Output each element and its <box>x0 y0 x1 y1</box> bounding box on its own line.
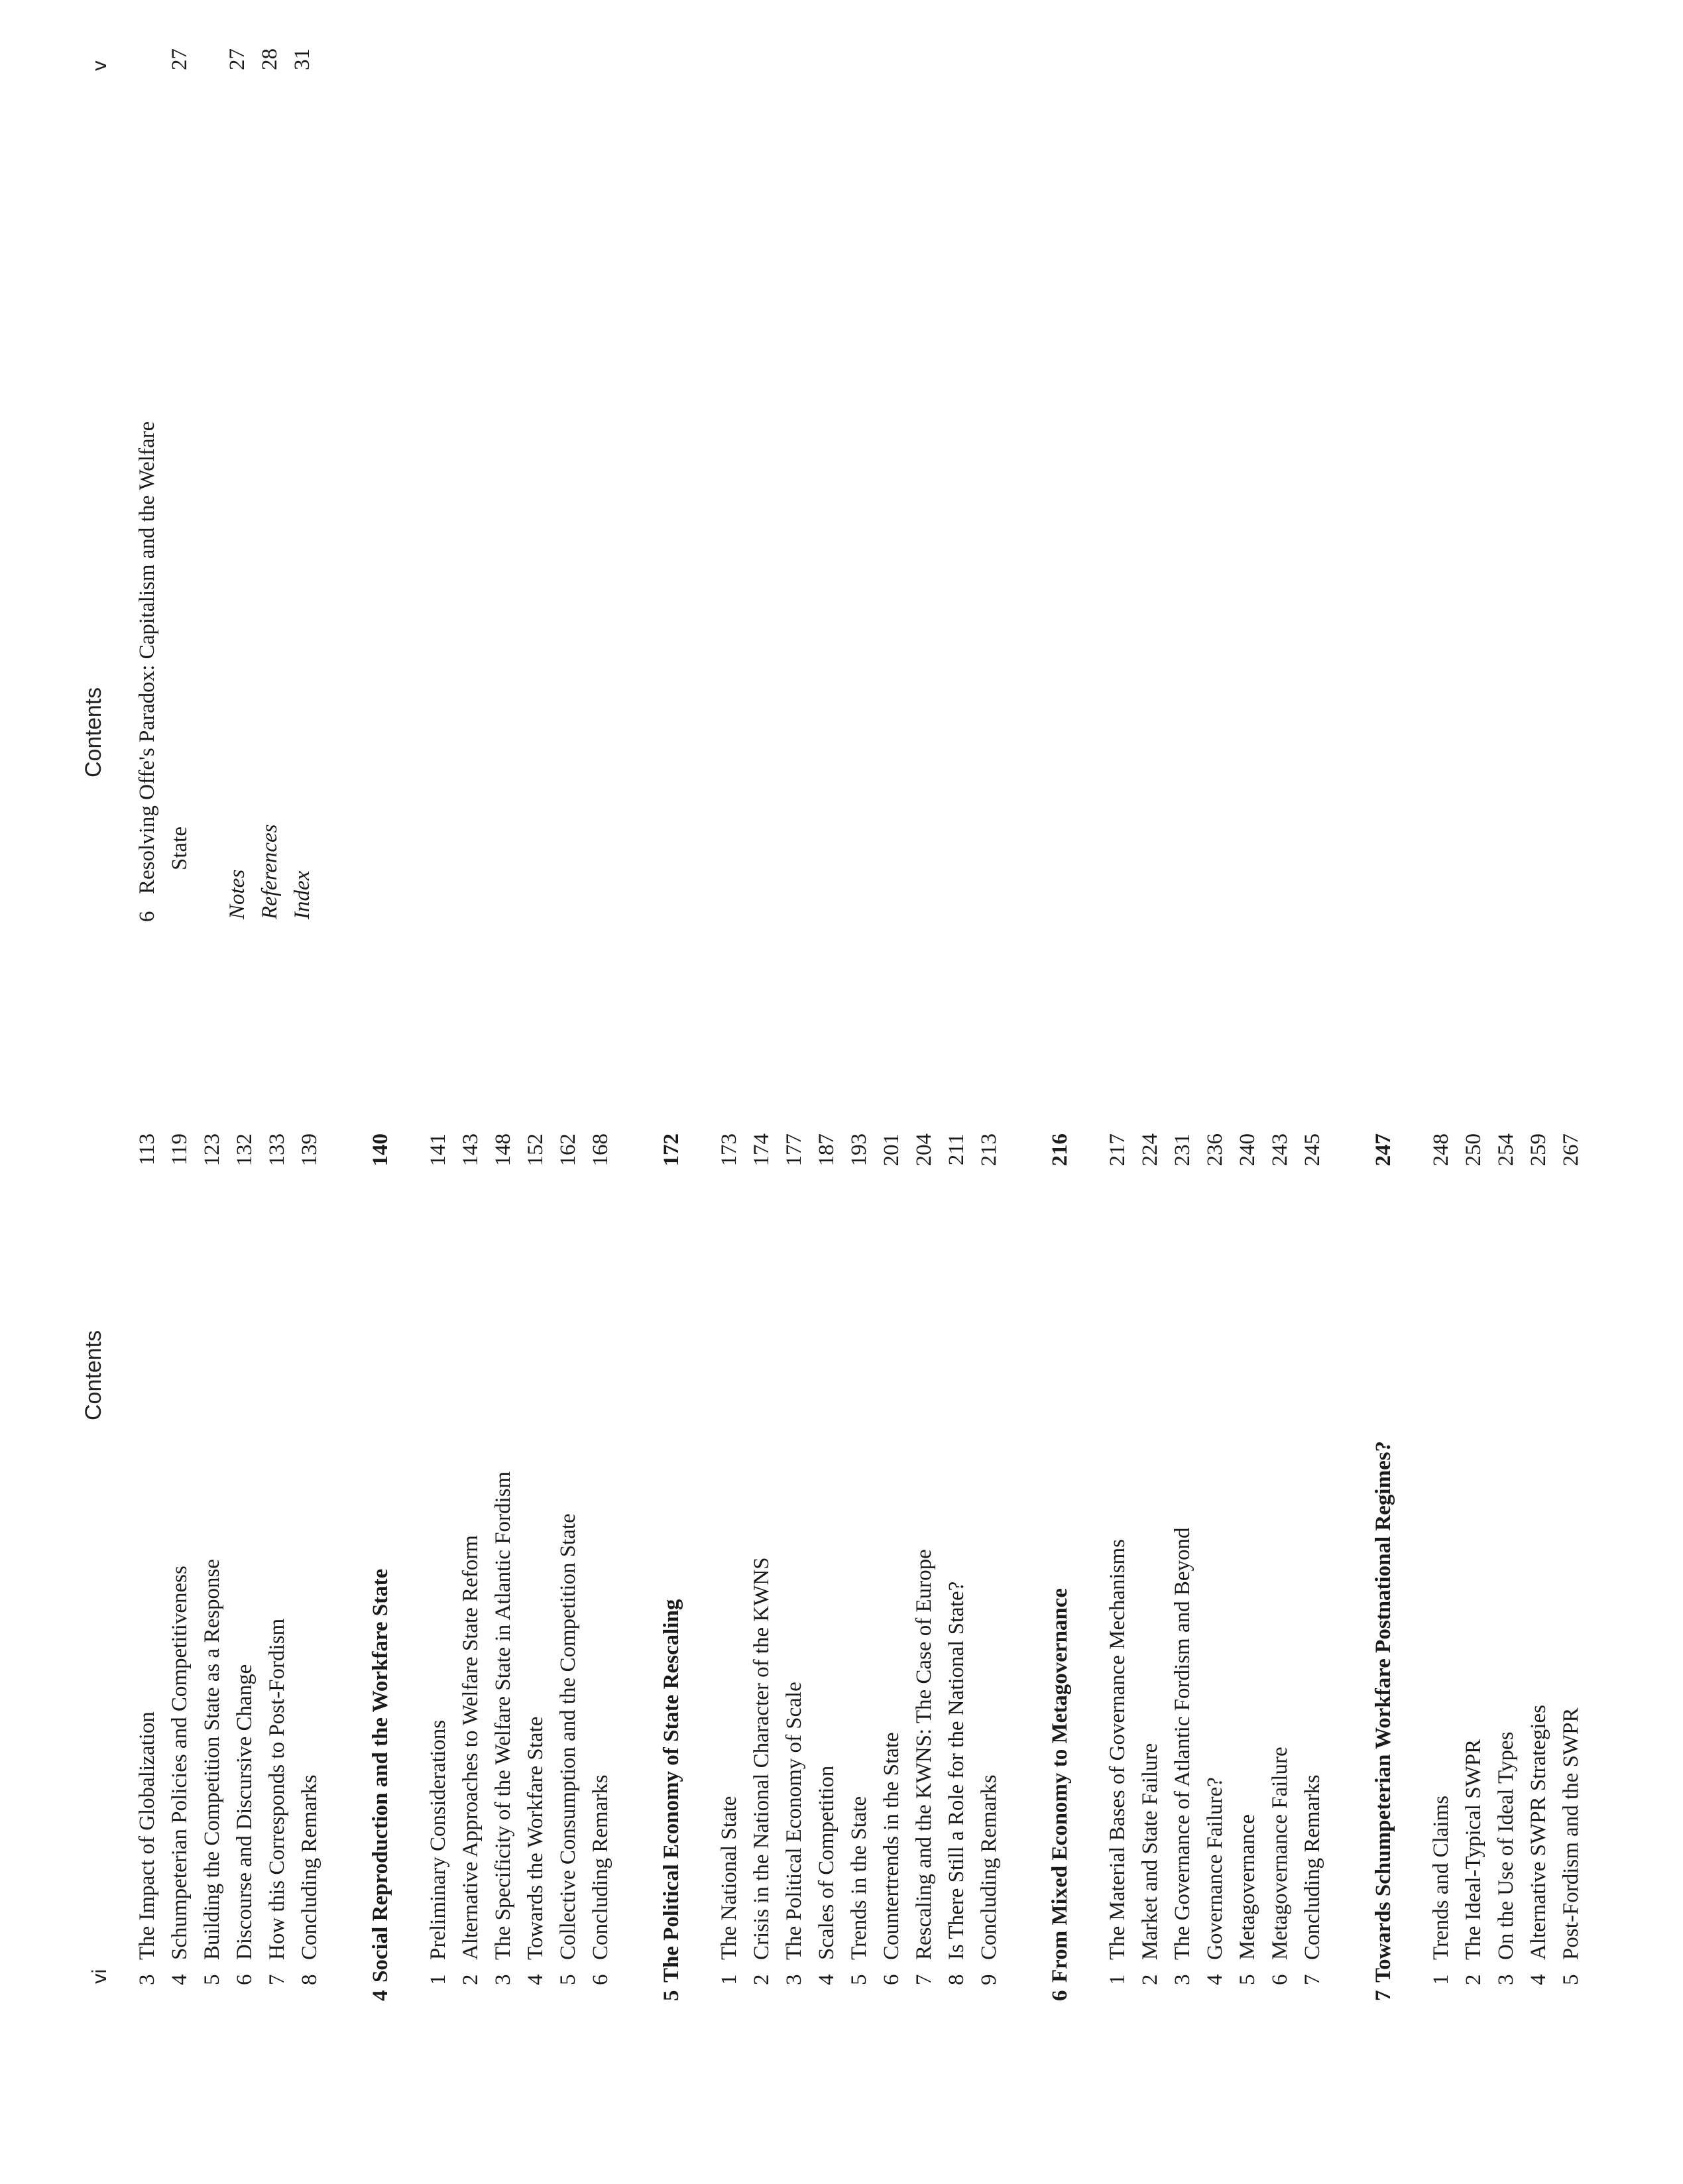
page-number: v <box>87 60 111 71</box>
toc-section-entry[interactable] <box>1264 1133 1297 1985</box>
toc-entry-page: 27 <box>225 48 249 70</box>
toc-entry-number: 5 <box>847 1974 871 1985</box>
toc-entry-title: The Political Economy of State Rescaling <box>660 1599 683 1983</box>
toc-section-entry[interactable] <box>973 1133 1006 1985</box>
toc-entry-title: References <box>258 824 282 919</box>
toc-entry-page: 148 <box>491 1133 515 1167</box>
toc-entry-page: 143 <box>459 1133 483 1167</box>
toc-entry-page: 123 <box>200 1133 224 1167</box>
toc-entry-title: Resolving Offe's Paradox: Capitalism and the Welfare <box>135 421 159 894</box>
toc-entry-number: 3 <box>1494 1974 1518 1985</box>
toc-entry-title: Countertrends in the State <box>880 1732 903 1960</box>
toc-section-entry[interactable] <box>487 1133 520 1985</box>
toc-entry-number: 4 <box>1527 1974 1550 1985</box>
toc-entry-number: 5 <box>200 1974 224 1985</box>
toc-section-entry[interactable] <box>520 1133 552 1985</box>
left-page <box>0 1097 1683 2184</box>
toc-entry-title: The National State <box>717 1796 741 1960</box>
toc-section-entry[interactable] <box>229 1133 261 1985</box>
toc-entry-number: 8 <box>945 1974 968 1985</box>
toc-entry-number: 1 <box>426 1974 450 1985</box>
toc-entry-number: 4 <box>369 1990 392 2001</box>
toc-section-entry[interactable] <box>196 1133 229 1985</box>
toc-section-entry[interactable] <box>1199 1133 1232 1985</box>
toc-entry-page: 119 <box>168 1133 192 1166</box>
toc-entry-title: Market and State Failure <box>1138 1743 1162 1960</box>
toc-section-entry[interactable] <box>261 1133 294 1985</box>
toc-entry-number: 8 <box>298 1974 321 1985</box>
toc-entry-page: 28 <box>258 48 282 70</box>
toc-entry-title: Governance Failure? <box>1203 1777 1227 1960</box>
toc-entry-page: 173 <box>717 1133 741 1167</box>
toc-entry-title: Towards Schumpeterian Workfare Postnational Regimes? <box>1371 1440 1395 1983</box>
toc-entry-page: 187 <box>815 1133 839 1167</box>
toc-entry-page: 140 <box>369 1133 392 1167</box>
toc-entry-number: 2 <box>1462 1974 1485 1985</box>
toc-entry-title: Index <box>290 870 314 919</box>
toc-section-entry[interactable] <box>713 1133 746 1985</box>
toc-entry-title: Trends in the State <box>847 1796 871 1960</box>
toc-entry-number: 7 <box>1371 1990 1395 2001</box>
toc-entry-title: The Ideal-Typical SWPR <box>1462 1739 1485 1960</box>
toc-entry-page: 172 <box>660 1133 683 1167</box>
toc-entry-title: Preliminary Considerations <box>426 1719 450 1960</box>
toc-entry-title: From Mixed Economy to Metagovernance <box>1048 1587 1072 1983</box>
toc-entry-page: 152 <box>524 1133 548 1167</box>
toc-list <box>131 1133 1588 2001</box>
toc-entry-page: 132 <box>233 1133 257 1167</box>
toc-entry-number: 1 <box>717 1974 741 1985</box>
toc-backmatter-entry[interactable] <box>221 48 254 922</box>
toc-entry-title: The Governance of Atlantic Fordism and Beyond <box>1171 1527 1194 1960</box>
toc-entry-page: 211 <box>945 1133 968 1166</box>
toc-section-entry[interactable] <box>941 1133 973 1985</box>
toc-section-entry[interactable] <box>1102 1133 1134 1985</box>
toc-entry-number: 5 <box>556 1974 580 1985</box>
toc-entry-page: 31 <box>290 48 314 70</box>
toc-section-entry[interactable] <box>746 1133 778 1985</box>
toc-entry-title: Notes <box>225 869 249 919</box>
toc-entry-page: 217 <box>1106 1133 1130 1167</box>
toc-entry-number: 4 <box>168 1974 192 1985</box>
toc-entry-title: How this Corresponds to Post-Fordism <box>265 1618 289 1960</box>
toc-entry-number: 9 <box>977 1974 1001 1985</box>
toc-entry-title: Alternative SWPR Strategies <box>1527 1705 1550 1960</box>
toc-entry-page: 141 <box>426 1133 450 1167</box>
toc-entry-title: Metagovernance Failure <box>1268 1747 1292 1960</box>
toc-entry-page: 162 <box>556 1133 580 1167</box>
toc-entry-page: 27 <box>168 48 192 70</box>
toc-entry-page: 174 <box>750 1133 774 1167</box>
toc-entry-number: 2 <box>459 1974 483 1985</box>
toc-entry-title: Concluding Remarks <box>589 1774 612 1960</box>
toc-section-entry[interactable] <box>1297 1133 1329 1985</box>
toc-section-entry[interactable] <box>778 1133 811 1985</box>
toc-entry-page: 216 <box>1048 1133 1072 1167</box>
toc-entry-title: On the Use of Ideal Types <box>1494 1731 1518 1960</box>
toc-entry-title: Concluding Remarks <box>1301 1774 1324 1960</box>
toc-entry-page: 267 <box>1559 1133 1583 1167</box>
toc-entry-page: 248 <box>1429 1133 1453 1167</box>
toc-entry-number: 2 <box>750 1974 774 1985</box>
toc-entry-page: 224 <box>1138 1133 1162 1167</box>
toc-entry-title: Concluding Remarks <box>977 1774 1001 1960</box>
toc-entry-number: 7 <box>1301 1974 1324 1985</box>
toc-entry-title: The Political Economy of Scale <box>782 1682 806 1960</box>
toc-entry-page: 213 <box>977 1133 1001 1167</box>
toc-entry-page: 250 <box>1462 1133 1485 1167</box>
toc-section-entry[interactable] <box>131 48 164 922</box>
toc-entry-number: 3 <box>135 1974 159 1985</box>
toc-entry-number: 6 <box>135 911 159 922</box>
toc-chapter-entry[interactable] <box>365 1133 397 2001</box>
toc-chapter-entry[interactable] <box>656 1133 688 2001</box>
toc-backmatter-entry[interactable] <box>286 48 319 922</box>
toc-section-entry[interactable] <box>1458 1133 1490 1985</box>
toc-entry-title: Post-Fordism and the SWPR <box>1559 1707 1583 1960</box>
toc-entry-continuation[interactable] <box>164 48 196 922</box>
toc-entry-number: 6 <box>1048 1990 1072 2001</box>
toc-section-entry[interactable] <box>422 1133 455 1985</box>
toc-entry-page: 245 <box>1301 1133 1324 1167</box>
toc-entry-title: Crisis in the National Character of the KWNS <box>750 1557 774 1960</box>
toc-section-entry[interactable] <box>1134 1133 1167 1985</box>
toc-entry-title: Collective Consumption and the Competition State <box>556 1513 580 1960</box>
toc-section-entry[interactable] <box>1232 1133 1264 1985</box>
toc-entry-number: 6 <box>1268 1974 1292 1985</box>
toc-entry-number: 1 <box>1106 1974 1130 1985</box>
toc-entry-page: 243 <box>1268 1133 1292 1167</box>
toc-chapter-entry[interactable] <box>1044 1133 1076 2001</box>
toc-entry-page: 240 <box>1236 1133 1259 1167</box>
toc-entry-number: 1 <box>1429 1974 1453 1985</box>
toc-entry-number: 4 <box>1203 1974 1227 1985</box>
toc-section-entry[interactable] <box>294 1133 326 1985</box>
toc-entry-page: 236 <box>1203 1133 1227 1167</box>
toc-list <box>131 48 319 922</box>
toc-entry-number: 4 <box>524 1974 548 1985</box>
toc-chapter-entry[interactable] <box>1367 1133 1400 2001</box>
toc-entry-title: State <box>168 827 192 870</box>
toc-entry-number: 5 <box>660 1990 683 2001</box>
toc-entry-page: 193 <box>847 1133 871 1167</box>
toc-section-entry[interactable] <box>1425 1133 1458 1985</box>
toc-entry-title: Is There Still a Role for the National State? <box>945 1581 968 1960</box>
toc-entry-title: The Material Bases of Governance Mechanisms <box>1106 1538 1130 1960</box>
toc-entry-number: 7 <box>265 1974 289 1985</box>
toc-entry-title: Discourse and Discursive Change <box>233 1664 257 1960</box>
toc-entry-number: 3 <box>491 1974 515 1985</box>
toc-entry-number: 4 <box>815 1974 839 1985</box>
toc-entry-page: 231 <box>1171 1133 1194 1167</box>
toc-entry-title: Concluding Remarks <box>298 1774 321 1960</box>
toc-entry-title: Trends and Claims <box>1429 1795 1453 1960</box>
toc-entry-title: Alternative Approaches to Welfare State Reform <box>459 1535 483 1960</box>
toc-section-entry[interactable] <box>843 1133 876 1985</box>
toc-backmatter-entry[interactable] <box>254 48 286 922</box>
toc-entry-number: 5 <box>1559 1974 1583 1985</box>
toc-entry-number: 5 <box>1236 1974 1259 1985</box>
toc-section-entry[interactable] <box>131 1133 164 1985</box>
toc-entry-page: 113 <box>135 1133 159 1166</box>
toc-entry-page: 177 <box>782 1133 806 1167</box>
toc-entry-number: 6 <box>589 1974 612 1985</box>
toc-entry-page: 204 <box>912 1133 936 1167</box>
toc-entry-number: 3 <box>782 1974 806 1985</box>
toc-entry-number: 3 <box>1171 1974 1194 1985</box>
toc-entry-title: Towards the Workfare State <box>524 1716 548 1960</box>
toc-entry-title: Scales of Competition <box>815 1765 839 1960</box>
toc-entry-page: 254 <box>1494 1133 1518 1167</box>
toc-entry-page: 259 <box>1527 1133 1550 1167</box>
toc-section-entry[interactable] <box>811 1133 843 1985</box>
toc-entry-page: 201 <box>880 1133 903 1167</box>
toc-section-entry[interactable] <box>908 1133 941 1985</box>
running-head: Contents <box>81 687 106 777</box>
toc-entry-title: Schumpeterian Policies and Competitiveness <box>168 1566 192 1960</box>
toc-section-entry[interactable] <box>1523 1133 1555 1985</box>
toc-entry-title: Social Reproduction and the Workfare State <box>369 1568 392 1983</box>
toc-entry-number: 6 <box>233 1974 257 1985</box>
toc-entry-number: 7 <box>912 1974 936 1985</box>
toc-section-entry[interactable] <box>455 1133 487 1985</box>
page-number: vi <box>87 1969 111 1984</box>
toc-entry-title: Metagovernance <box>1236 1814 1259 1960</box>
toc-section-entry[interactable] <box>1167 1133 1199 1985</box>
toc-entry-page: 247 <box>1371 1133 1395 1167</box>
toc-entry-title: The Specificity of the Welfare State in Atlantic Fordism <box>491 1471 515 1960</box>
toc-entry-page: 139 <box>298 1133 321 1167</box>
toc-entry-page: 133 <box>265 1133 289 1167</box>
toc-section-entry[interactable] <box>552 1133 585 1985</box>
toc-entry-number: 2 <box>1138 1974 1162 1985</box>
toc-section-entry[interactable] <box>1555 1133 1588 1985</box>
toc-entry-number: 6 <box>880 1974 903 1985</box>
toc-entry-page: 168 <box>589 1133 612 1167</box>
toc-entry-title: The Impact of Globalization <box>135 1711 159 1960</box>
toc-section-entry[interactable] <box>1490 1133 1523 1985</box>
toc-entry-title: Building the Competition State as a Response <box>200 1559 224 1960</box>
toc-section-entry[interactable] <box>164 1133 196 1985</box>
toc-section-entry[interactable] <box>876 1133 908 1985</box>
toc-section-entry[interactable] <box>585 1133 617 1985</box>
running-head: Contents <box>81 1330 106 1420</box>
toc-entry-title: Rescaling and the KWNS: The Case of Europe <box>912 1549 936 1960</box>
